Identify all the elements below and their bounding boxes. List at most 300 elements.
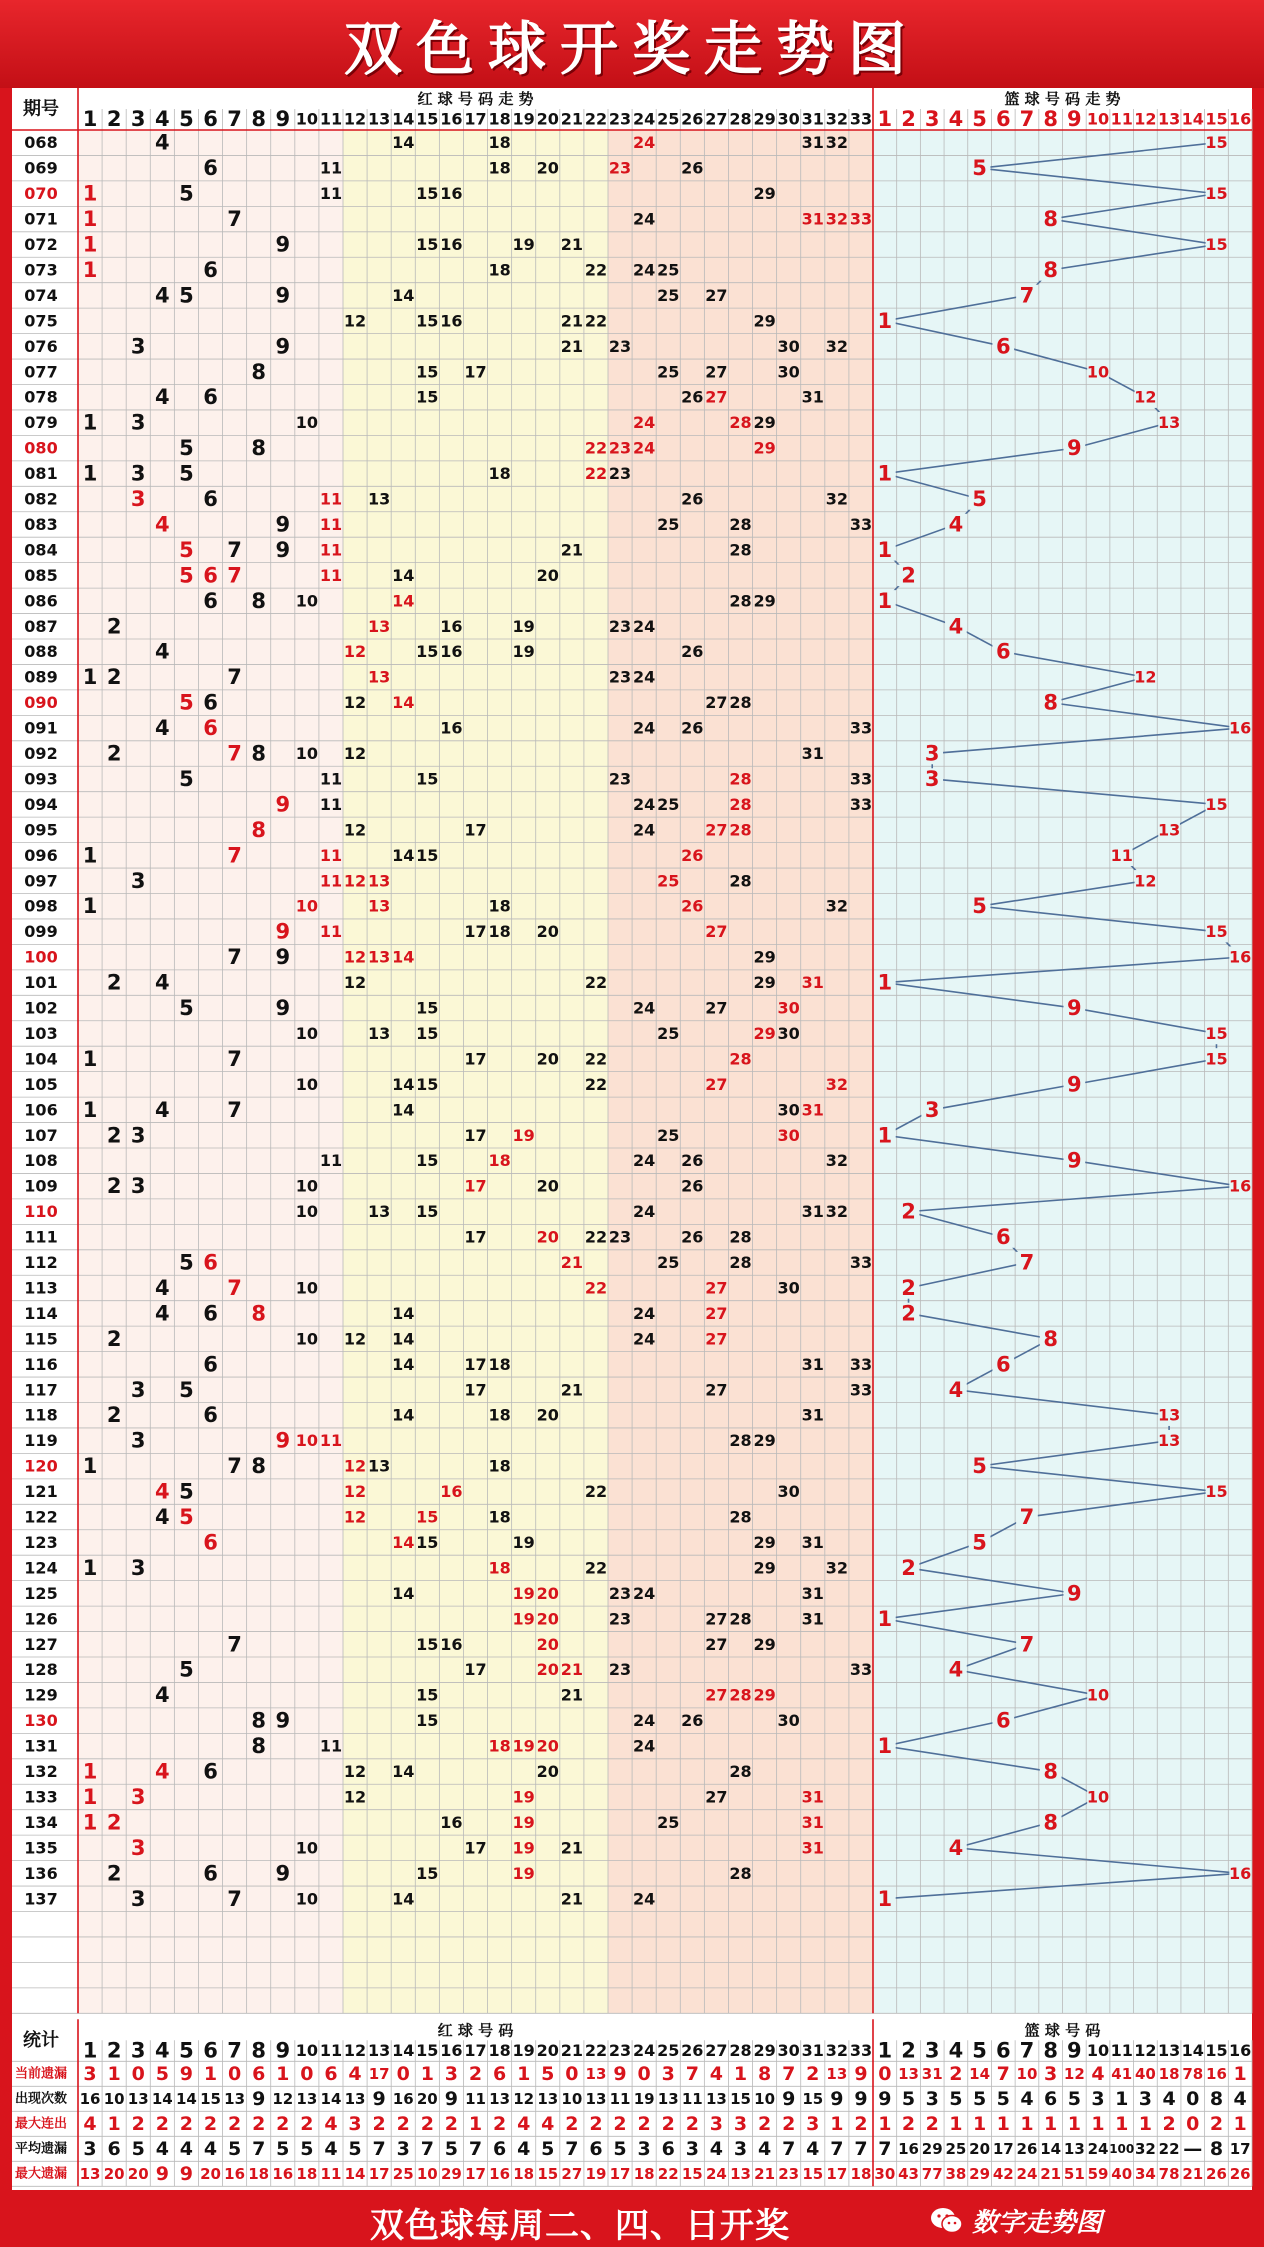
blue-column-number-4: 4 xyxy=(948,107,964,131)
period-cell: 124 xyxy=(24,1558,58,1578)
red-ball-mark: 32 xyxy=(825,1151,848,1171)
red-ball-mark: 22 xyxy=(584,973,608,993)
stats-blue-column-number-12: 12 xyxy=(1134,2040,1157,2060)
stats-blue-value: 12 xyxy=(1063,2064,1085,2083)
red-ball-mark: 4 xyxy=(155,639,170,664)
stats-blue-value: 26 xyxy=(1229,2164,1251,2183)
stats-red-value: 5 xyxy=(155,2062,169,2085)
red-ball-mark: 9 xyxy=(275,945,291,970)
stats-red-value: 18 xyxy=(513,2164,535,2183)
period-cell: 127 xyxy=(24,1634,58,1654)
red-ball-mark: 21 xyxy=(560,1380,583,1400)
red-ball-mark: 20 xyxy=(536,1583,559,1603)
stats-red-column-number-20: 20 xyxy=(536,2040,559,2060)
red-ball-mark: 13 xyxy=(368,489,391,509)
red-ball-mark: 23 xyxy=(608,616,632,636)
red-ball-mark: 17 xyxy=(464,1660,487,1680)
red-ball-mark: 12 xyxy=(343,693,367,713)
stats-red-value: 2 xyxy=(227,2112,242,2135)
red-ball-mark: 1 xyxy=(82,257,98,282)
red-ball-mark: 10 xyxy=(295,591,318,611)
red-ball-mark: 5 xyxy=(179,766,194,791)
red-ball-mark: 25 xyxy=(657,362,680,382)
stats-blue-value: 3 xyxy=(925,2087,939,2110)
red-ball-mark: 27 xyxy=(705,1634,728,1654)
period-cell: 076 xyxy=(24,336,58,356)
red-ball-mark: 8 xyxy=(251,359,266,384)
stats-red-value: 13 xyxy=(705,2089,727,2108)
stats-red-value: 0 xyxy=(396,2062,410,2085)
stats-blue-value: 100 xyxy=(1109,2141,1135,2156)
red-ball-mark: 6 xyxy=(203,1861,218,1886)
blue-ball-mark: 12 xyxy=(1134,387,1157,407)
stats-red-value: 6 xyxy=(107,2137,121,2160)
red-ball-mark: 22 xyxy=(584,1558,608,1578)
red-ball-mark: 17 xyxy=(464,1049,487,1069)
stats-red-value: 3 xyxy=(733,2137,748,2160)
blue-ball-mark: 6 xyxy=(995,1225,1011,1250)
red-ball-mark: 1 xyxy=(82,181,98,206)
stats-red-column-number-15: 15 xyxy=(416,2040,439,2060)
stats-red-value: 4 xyxy=(517,2112,531,2135)
blue-ball-mark: 12 xyxy=(1134,871,1157,891)
red-ball-mark: 11 xyxy=(319,158,343,178)
red-ball-mark: 6 xyxy=(203,257,218,282)
stats-red-value: 4 xyxy=(179,2137,194,2160)
red-ball-mark: 11 xyxy=(319,1431,343,1451)
red-ball-mark: 24 xyxy=(633,209,656,229)
red-ball-mark: 3 xyxy=(130,1174,146,1199)
red-ball-mark: 24 xyxy=(633,820,656,840)
period-cell: 106 xyxy=(24,1100,58,1120)
red-ball-mark: 9 xyxy=(275,232,291,257)
red-ball-mark: 9 xyxy=(275,283,291,308)
period-cell: 116 xyxy=(24,1354,58,1374)
blue-ball-mark: 2 xyxy=(901,1275,916,1300)
red-ball-mark: 14 xyxy=(392,947,415,967)
red-ball-mark: 29 xyxy=(753,184,776,204)
stats-red-value: 3 xyxy=(709,2112,724,2135)
stats-blue-value: 38 xyxy=(945,2164,967,2183)
red-ball-mark: 6 xyxy=(203,385,218,410)
red-ball-mark: 21 xyxy=(560,1660,583,1680)
blue-ball-mark: 7 xyxy=(1019,1632,1035,1657)
period-cell: 091 xyxy=(24,718,58,738)
red-ball-mark: 29 xyxy=(753,1431,776,1451)
red-ball-mark: 24 xyxy=(633,1736,656,1756)
stats-blue-value: 14 xyxy=(1040,2139,1062,2158)
stats-red-value: 21 xyxy=(754,2164,776,2183)
red-ball-mark: 26 xyxy=(681,158,704,178)
red-ball-mark: 31 xyxy=(801,1812,824,1832)
red-ball-mark: 10 xyxy=(295,1176,318,1196)
blue-ball-mark: 10 xyxy=(1086,1685,1110,1705)
red-ball-mark: 22 xyxy=(584,1074,608,1094)
red-ball-mark: 14 xyxy=(392,1074,415,1094)
stats-red-value: 0 xyxy=(637,2062,651,2085)
red-ball-mark: 25 xyxy=(657,794,680,814)
red-ball-mark: 29 xyxy=(753,1558,776,1578)
red-ball-mark: 25 xyxy=(657,285,680,305)
stats-red-value: 3 xyxy=(661,2062,675,2085)
red-ball-mark: 31 xyxy=(801,1100,824,1120)
stats-blue-value: 25 xyxy=(945,2139,967,2158)
stats-red-value: 13 xyxy=(585,2064,607,2083)
stats-blue-value: 4 xyxy=(1020,2087,1034,2110)
red-ball-mark: 4 xyxy=(155,1479,170,1504)
stats-red-value: 2 xyxy=(131,2112,145,2135)
stats-red-value: 2 xyxy=(782,2112,796,2135)
stats-blue-column-number-2: 2 xyxy=(901,2038,916,2063)
red-ball-mark: 10 xyxy=(295,896,318,916)
red-ball-mark: 26 xyxy=(681,489,704,509)
stats-red-value: 7 xyxy=(420,2137,434,2160)
red-ball-mark: 12 xyxy=(343,973,367,993)
period-cell: 133 xyxy=(24,1787,58,1807)
stats-blue-value: 6 xyxy=(1044,2087,1058,2110)
red-ball-mark: 15 xyxy=(416,184,439,204)
red-ball-mark: 31 xyxy=(801,1354,824,1374)
red-ball-mark: 3 xyxy=(130,1835,146,1860)
stats-red-value: 6 xyxy=(252,2062,266,2085)
red-ball-mark: 2 xyxy=(106,614,122,639)
stats-red-value: 2 xyxy=(276,2112,290,2135)
stats-red-value: 2 xyxy=(613,2112,627,2135)
period-cell: 084 xyxy=(24,540,58,560)
period-cell: 105 xyxy=(24,1074,58,1094)
red-ball-mark: 10 xyxy=(295,1074,318,1094)
stats-red-value: 18 xyxy=(248,2164,270,2183)
stats-red-value: 4 xyxy=(348,2062,362,2085)
red-ball-mark: 18 xyxy=(488,158,511,178)
red-ball-mark: 27 xyxy=(705,922,728,942)
stats-red-value: 1 xyxy=(420,2062,434,2085)
red-ball-mark: 17 xyxy=(464,1380,487,1400)
stats-red-column-number-28: 28 xyxy=(729,2040,752,2060)
red-ball-mark: 11 xyxy=(319,922,343,942)
red-ball-mark: 9 xyxy=(275,334,291,359)
stats-red-value: 2 xyxy=(854,2112,868,2135)
stats-red-value: 16 xyxy=(272,2164,294,2183)
red-ball-mark: 30 xyxy=(777,1023,800,1043)
stats-blue-value: 40 xyxy=(1111,2164,1133,2183)
stats-red-value: 13 xyxy=(344,2089,366,2108)
red-ball-mark: 31 xyxy=(801,1532,824,1552)
red-ball-mark: 28 xyxy=(729,1227,752,1247)
red-ball-mark: 15 xyxy=(416,1532,439,1552)
red-ball-mark: 31 xyxy=(801,1202,824,1222)
stats-blue-value: 17 xyxy=(992,2139,1014,2158)
red-ball-mark: 28 xyxy=(729,794,752,814)
blue-ball-mark: 8 xyxy=(1043,1810,1058,1835)
red-ball-mark: 32 xyxy=(825,1074,848,1094)
stats-red-value: 14 xyxy=(320,2089,342,2108)
red-ball-mark: 10 xyxy=(295,1838,318,1858)
stats-red-column-number-33: 33 xyxy=(849,2040,873,2060)
red-ball-mark: 20 xyxy=(536,1660,559,1680)
red-ball-mark: 33 xyxy=(849,1380,873,1400)
stats-blue-value: 1 xyxy=(1091,2112,1105,2135)
red-ball-mark: 31 xyxy=(801,1609,824,1629)
stats-red-column-number-7: 7 xyxy=(227,2038,242,2063)
stats-blue-value: 2 xyxy=(949,2062,963,2085)
red-column-number-25: 25 xyxy=(657,109,680,129)
red-ball-mark: 29 xyxy=(753,591,776,611)
blue-ball-mark: 8 xyxy=(1043,257,1058,282)
blue-column-number-1: 1 xyxy=(877,107,893,131)
red-ball-mark: 3 xyxy=(130,1123,146,1148)
stats-red-value: 5 xyxy=(444,2137,459,2160)
red-ball-mark: 6 xyxy=(203,716,218,741)
red-ball-mark: 17 xyxy=(464,1125,487,1145)
red-ball-mark: 4 xyxy=(155,1097,170,1122)
blue-ball-mark: 7 xyxy=(1019,1505,1035,1530)
red-ball-mark: 4 xyxy=(155,512,170,537)
period-cell: 125 xyxy=(24,1583,58,1603)
stats-blue-value: 0 xyxy=(878,2062,892,2085)
red-ball-mark: 3 xyxy=(130,1784,146,1809)
red-ball-mark: 15 xyxy=(416,1685,439,1705)
stats-red-value: 9 xyxy=(179,2162,194,2185)
red-ball-mark: 19 xyxy=(512,1736,535,1756)
red-ball-mark: 19 xyxy=(512,1532,535,1552)
stats-red-value: 7 xyxy=(782,2062,796,2085)
red-ball-mark: 27 xyxy=(705,1787,728,1807)
red-ball-mark: 24 xyxy=(633,1711,656,1731)
red-ball-mark: 6 xyxy=(203,690,218,715)
period-cell: 093 xyxy=(24,769,58,789)
red-ball-mark: 21 xyxy=(560,235,583,255)
stats-red-value: 10 xyxy=(416,2164,438,2183)
red-column-number-24: 24 xyxy=(633,109,656,129)
red-ball-mark: 14 xyxy=(392,1583,415,1603)
stats-blue-value: 10 xyxy=(1016,2064,1038,2083)
red-ball-mark: 22 xyxy=(584,311,608,331)
blue-column-number-14: 14 xyxy=(1181,109,1204,129)
red-ball-mark: 3 xyxy=(130,1886,146,1911)
red-column-number-28: 28 xyxy=(729,109,752,129)
red-ball-mark: 16 xyxy=(440,235,463,255)
red-ball-mark: 28 xyxy=(729,820,752,840)
red-column-number-19: 19 xyxy=(512,109,535,129)
period-cell: 123 xyxy=(24,1532,58,1552)
stats-red-value: 2 xyxy=(155,2112,169,2135)
stats-red-column-number-12: 12 xyxy=(343,2040,367,2060)
red-ball-mark: 23 xyxy=(608,438,632,458)
stats-blue-value: 8 xyxy=(1209,2087,1224,2110)
period-cell: 085 xyxy=(24,565,58,585)
red-ball-mark: 19 xyxy=(512,235,535,255)
red-ball-mark: 19 xyxy=(512,1609,535,1629)
blue-ball-mark: 15 xyxy=(1205,922,1228,942)
red-column-number-22: 22 xyxy=(584,109,608,129)
period-cell: 137 xyxy=(24,1889,58,1909)
red-ball-mark: 1 xyxy=(82,894,98,919)
red-ball-mark: 13 xyxy=(368,871,391,891)
period-cell: 099 xyxy=(24,922,58,942)
red-ball-mark: 20 xyxy=(536,1405,559,1425)
period-cell: 119 xyxy=(24,1431,58,1451)
stats-red-value: 24 xyxy=(705,2164,727,2183)
blue-ball-mark: 5 xyxy=(972,1530,987,1555)
stats-red-value: 13 xyxy=(537,2089,559,2108)
stats-blue-value: 1 xyxy=(878,2112,892,2135)
stats-red-value: 2 xyxy=(637,2112,651,2135)
red-ball-mark: 32 xyxy=(825,336,848,356)
red-ball-mark: 5 xyxy=(179,996,194,1021)
red-column-number-14: 14 xyxy=(392,109,415,129)
stats-red-value: 3 xyxy=(348,2112,362,2135)
red-ball-mark: 12 xyxy=(343,1456,367,1476)
stats-red-value: 11 xyxy=(465,2089,486,2108)
stats-red-value: 20 xyxy=(127,2164,149,2183)
red-ball-mark: 24 xyxy=(633,998,656,1018)
stats-red-column-number-10: 10 xyxy=(295,2040,318,2060)
red-ball-mark: 18 xyxy=(488,464,511,484)
red-ball-mark: 33 xyxy=(849,1354,873,1374)
period-cell: 135 xyxy=(24,1838,58,1858)
red-ball-mark: 26 xyxy=(681,387,704,407)
period-cell: 092 xyxy=(24,744,58,764)
stats-row-label: 出现次数 xyxy=(14,2091,68,2107)
red-ball-mark: 24 xyxy=(633,260,656,280)
blue-ball-mark: 13 xyxy=(1157,1405,1181,1425)
footer-bar xyxy=(0,2190,1264,2247)
red-ball-mark: 16 xyxy=(440,642,463,662)
stats-red-column-number-30: 30 xyxy=(777,2040,800,2060)
red-ball-mark: 12 xyxy=(343,1482,367,1502)
red-ball-mark: 22 xyxy=(584,1482,608,1502)
red-column-number-6: 6 xyxy=(203,107,218,131)
red-ball-mark: 28 xyxy=(729,693,752,713)
red-ball-mark: 32 xyxy=(825,133,848,153)
red-ball-mark: 10 xyxy=(295,413,318,433)
red-ball-mark: 16 xyxy=(440,1634,463,1654)
stats-blue-column-number-1: 1 xyxy=(877,2038,893,2063)
stats-blue-value: 0 xyxy=(1186,2112,1200,2135)
stats-blue-value: 24 xyxy=(1087,2139,1109,2158)
stats-blue-column-number-13: 13 xyxy=(1157,2040,1181,2060)
red-ball-mark: 10 xyxy=(295,1202,318,1222)
red-ball-mark: 11 xyxy=(319,1736,343,1756)
red-ball-mark: 5 xyxy=(179,1479,194,1504)
stats-red-value: 4 xyxy=(709,2062,724,2085)
red-ball-mark: 6 xyxy=(203,1530,218,1555)
red-ball-mark: 29 xyxy=(753,1685,776,1705)
red-ball-mark: 16 xyxy=(440,616,463,636)
red-ball-mark: 1 xyxy=(82,207,98,232)
stats-red-column-number-16: 16 xyxy=(440,2040,463,2060)
red-ball-mark: 11 xyxy=(319,769,343,789)
period-cell: 107 xyxy=(24,1125,58,1145)
red-ball-mark: 24 xyxy=(633,794,656,814)
stats-red-value: 13 xyxy=(730,2164,751,2183)
red-ball-mark: 14 xyxy=(392,565,415,585)
stats-red-value: 18 xyxy=(633,2164,655,2183)
period-cell: 134 xyxy=(24,1812,58,1832)
stats-blue-value: 1 xyxy=(1233,2112,1247,2135)
stats-red-column-number-17: 17 xyxy=(464,2040,487,2060)
stats-red-value: 1 xyxy=(830,2112,844,2135)
red-ball-mark: 29 xyxy=(753,438,776,458)
stats-blue-column-number-11: 11 xyxy=(1110,2040,1133,2060)
stats-blue-value: 29 xyxy=(921,2139,943,2158)
red-ball-mark: 3 xyxy=(130,461,146,486)
blue-ball-mark: 10 xyxy=(1086,362,1110,382)
stats-red-value: 25 xyxy=(392,2164,414,2183)
red-ball-mark: 28 xyxy=(729,1863,752,1883)
red-ball-mark: 7 xyxy=(227,843,242,868)
red-ball-mark: 31 xyxy=(801,1405,824,1425)
red-ball-mark: 4 xyxy=(155,1301,170,1326)
period-cell: 098 xyxy=(24,896,58,916)
stats-red-value: 10 xyxy=(754,2089,776,2108)
red-ball-mark: 27 xyxy=(705,1074,728,1094)
red-ball-mark: 28 xyxy=(729,540,752,560)
stats-blue-value: 32 xyxy=(1134,2139,1156,2158)
stats-blue-value: 77 xyxy=(921,2164,943,2183)
stats-red-value: 2 xyxy=(203,2112,218,2135)
period-cell: 071 xyxy=(24,209,58,229)
red-ball-mark: 12 xyxy=(343,642,367,662)
red-ball-mark: 7 xyxy=(227,741,242,766)
blue-ball-mark: 15 xyxy=(1205,794,1228,814)
red-ball-mark: 21 xyxy=(560,1838,583,1858)
blue-ball-mark: 1 xyxy=(877,1734,893,1759)
stats-blue-value: 42 xyxy=(992,2164,1014,2183)
red-ball-mark: 1 xyxy=(82,1784,98,1809)
stats-blue-value: 18 xyxy=(1158,2064,1180,2083)
red-ball-mark: 19 xyxy=(512,616,535,636)
blue-ball-mark: 2 xyxy=(901,1555,916,1580)
stats-row-label: 最大连出 xyxy=(14,2116,68,2132)
blue-ball-mark: 9 xyxy=(1067,996,1082,1021)
stats-blue-column-number-6: 6 xyxy=(995,2038,1011,2063)
stats-red-value: 9 xyxy=(252,2087,266,2110)
stats-red-value: 9 xyxy=(613,2062,627,2085)
red-ball-mark: 6 xyxy=(203,588,218,613)
stats-red-value: 2 xyxy=(565,2112,579,2135)
period-cell: 108 xyxy=(24,1151,58,1171)
red-ball-mark: 5 xyxy=(179,436,194,461)
stats-red-value: 9 xyxy=(372,2087,386,2110)
red-column-number-16: 16 xyxy=(440,109,463,129)
red-ball-mark: 20 xyxy=(536,1609,559,1629)
stats-red-value: 1 xyxy=(107,2112,121,2135)
red-column-number-26: 26 xyxy=(681,109,704,129)
red-ball-mark: 32 xyxy=(825,209,848,229)
red-ball-mark: 8 xyxy=(251,741,266,766)
red-ball-mark: 15 xyxy=(416,1507,439,1527)
red-ball-mark: 9 xyxy=(275,996,291,1021)
red-ball-mark: 33 xyxy=(849,718,873,738)
stats-red-value: 20 xyxy=(103,2164,125,2183)
red-ball-mark: 16 xyxy=(440,311,463,331)
red-ball-mark: 15 xyxy=(416,1863,439,1883)
period-cell: 089 xyxy=(24,667,58,687)
stats-red-value: 17 xyxy=(368,2064,390,2083)
red-ball-mark: 1 xyxy=(82,1810,98,1835)
stats-blue-column-number-9: 9 xyxy=(1067,2038,1082,2063)
red-ball-mark: 20 xyxy=(536,1176,559,1196)
stats-red-column-number-31: 31 xyxy=(801,2040,824,2060)
red-ball-mark: 20 xyxy=(536,922,559,942)
brand-logo xyxy=(930,2202,1102,2239)
period-cell: 136 xyxy=(24,1863,58,1883)
red-ball-mark: 15 xyxy=(416,235,439,255)
stats-red-value: 7 xyxy=(685,2062,699,2085)
red-ball-mark: 24 xyxy=(633,438,656,458)
